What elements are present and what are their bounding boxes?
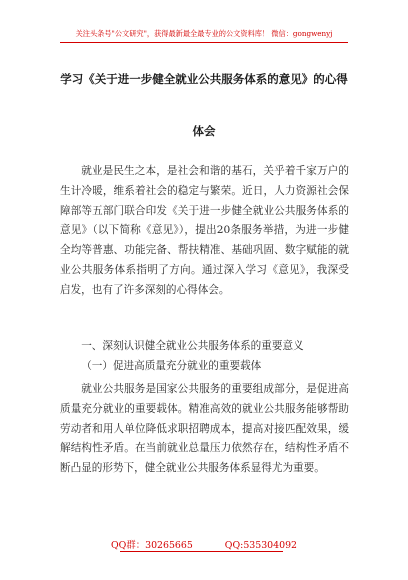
page-footer [0, 537, 408, 551]
footer-qq-group: QQ群：30265665 [110, 540, 193, 551]
body-paragraph-2: 就业公共服务是国家公共服务的重要组成部分，是促进高质量充分就业的重要载体。精准高效的就业公共服务能够帮助劳动者和用人单位降低求职招聘成本，提高对接匹配效果，缓解结构性矛盾。在当前就业总量压力依然存在，结构性矛盾不断凸显的形势下，健全就业公共服务体系显得尤为重要。 [60, 383, 349, 475]
header-divider [60, 42, 348, 43]
intro-paragraph: 就业是民生之本，是社会和谐的基石，关乎着千家万户的生计冷暖，维系着社会的稳定与繁荣。近日，人力资源社会保障部等五部门联合印发《关于进一步健全就业公共服务体系的意见》（以下简称《意见》），提出20条服务举措，为进一步健全均等普惠、功能完备、帮扶精准、基础巩固、数字赋能的就业公共服务体系指明了方向。通过深入学习《意见》，我深受启发，也有了许多深刻的心得体会。 [60, 165, 349, 296]
subsection-heading-1: （一）促进高质量充分就业的重要载体 [81, 360, 262, 372]
page-header [0, 0, 408, 52]
section-heading-1: 一、深刻认识健全就业公共服务体系的重要意义 [81, 340, 304, 352]
footer-qq: QQ:535304092 [224, 540, 298, 551]
document-title-line-2: 体会 [192, 124, 216, 138]
document-title-line-1: 学习《关于进一步健全就业公共服务体系的意见》的心得 [60, 72, 348, 86]
footer-underline [120, 551, 283, 552]
promo-header-text: 关注头条号"公文研究"，获得最新最全最专业的公文资料库！ 微信：gongwenyj [75, 29, 333, 38]
